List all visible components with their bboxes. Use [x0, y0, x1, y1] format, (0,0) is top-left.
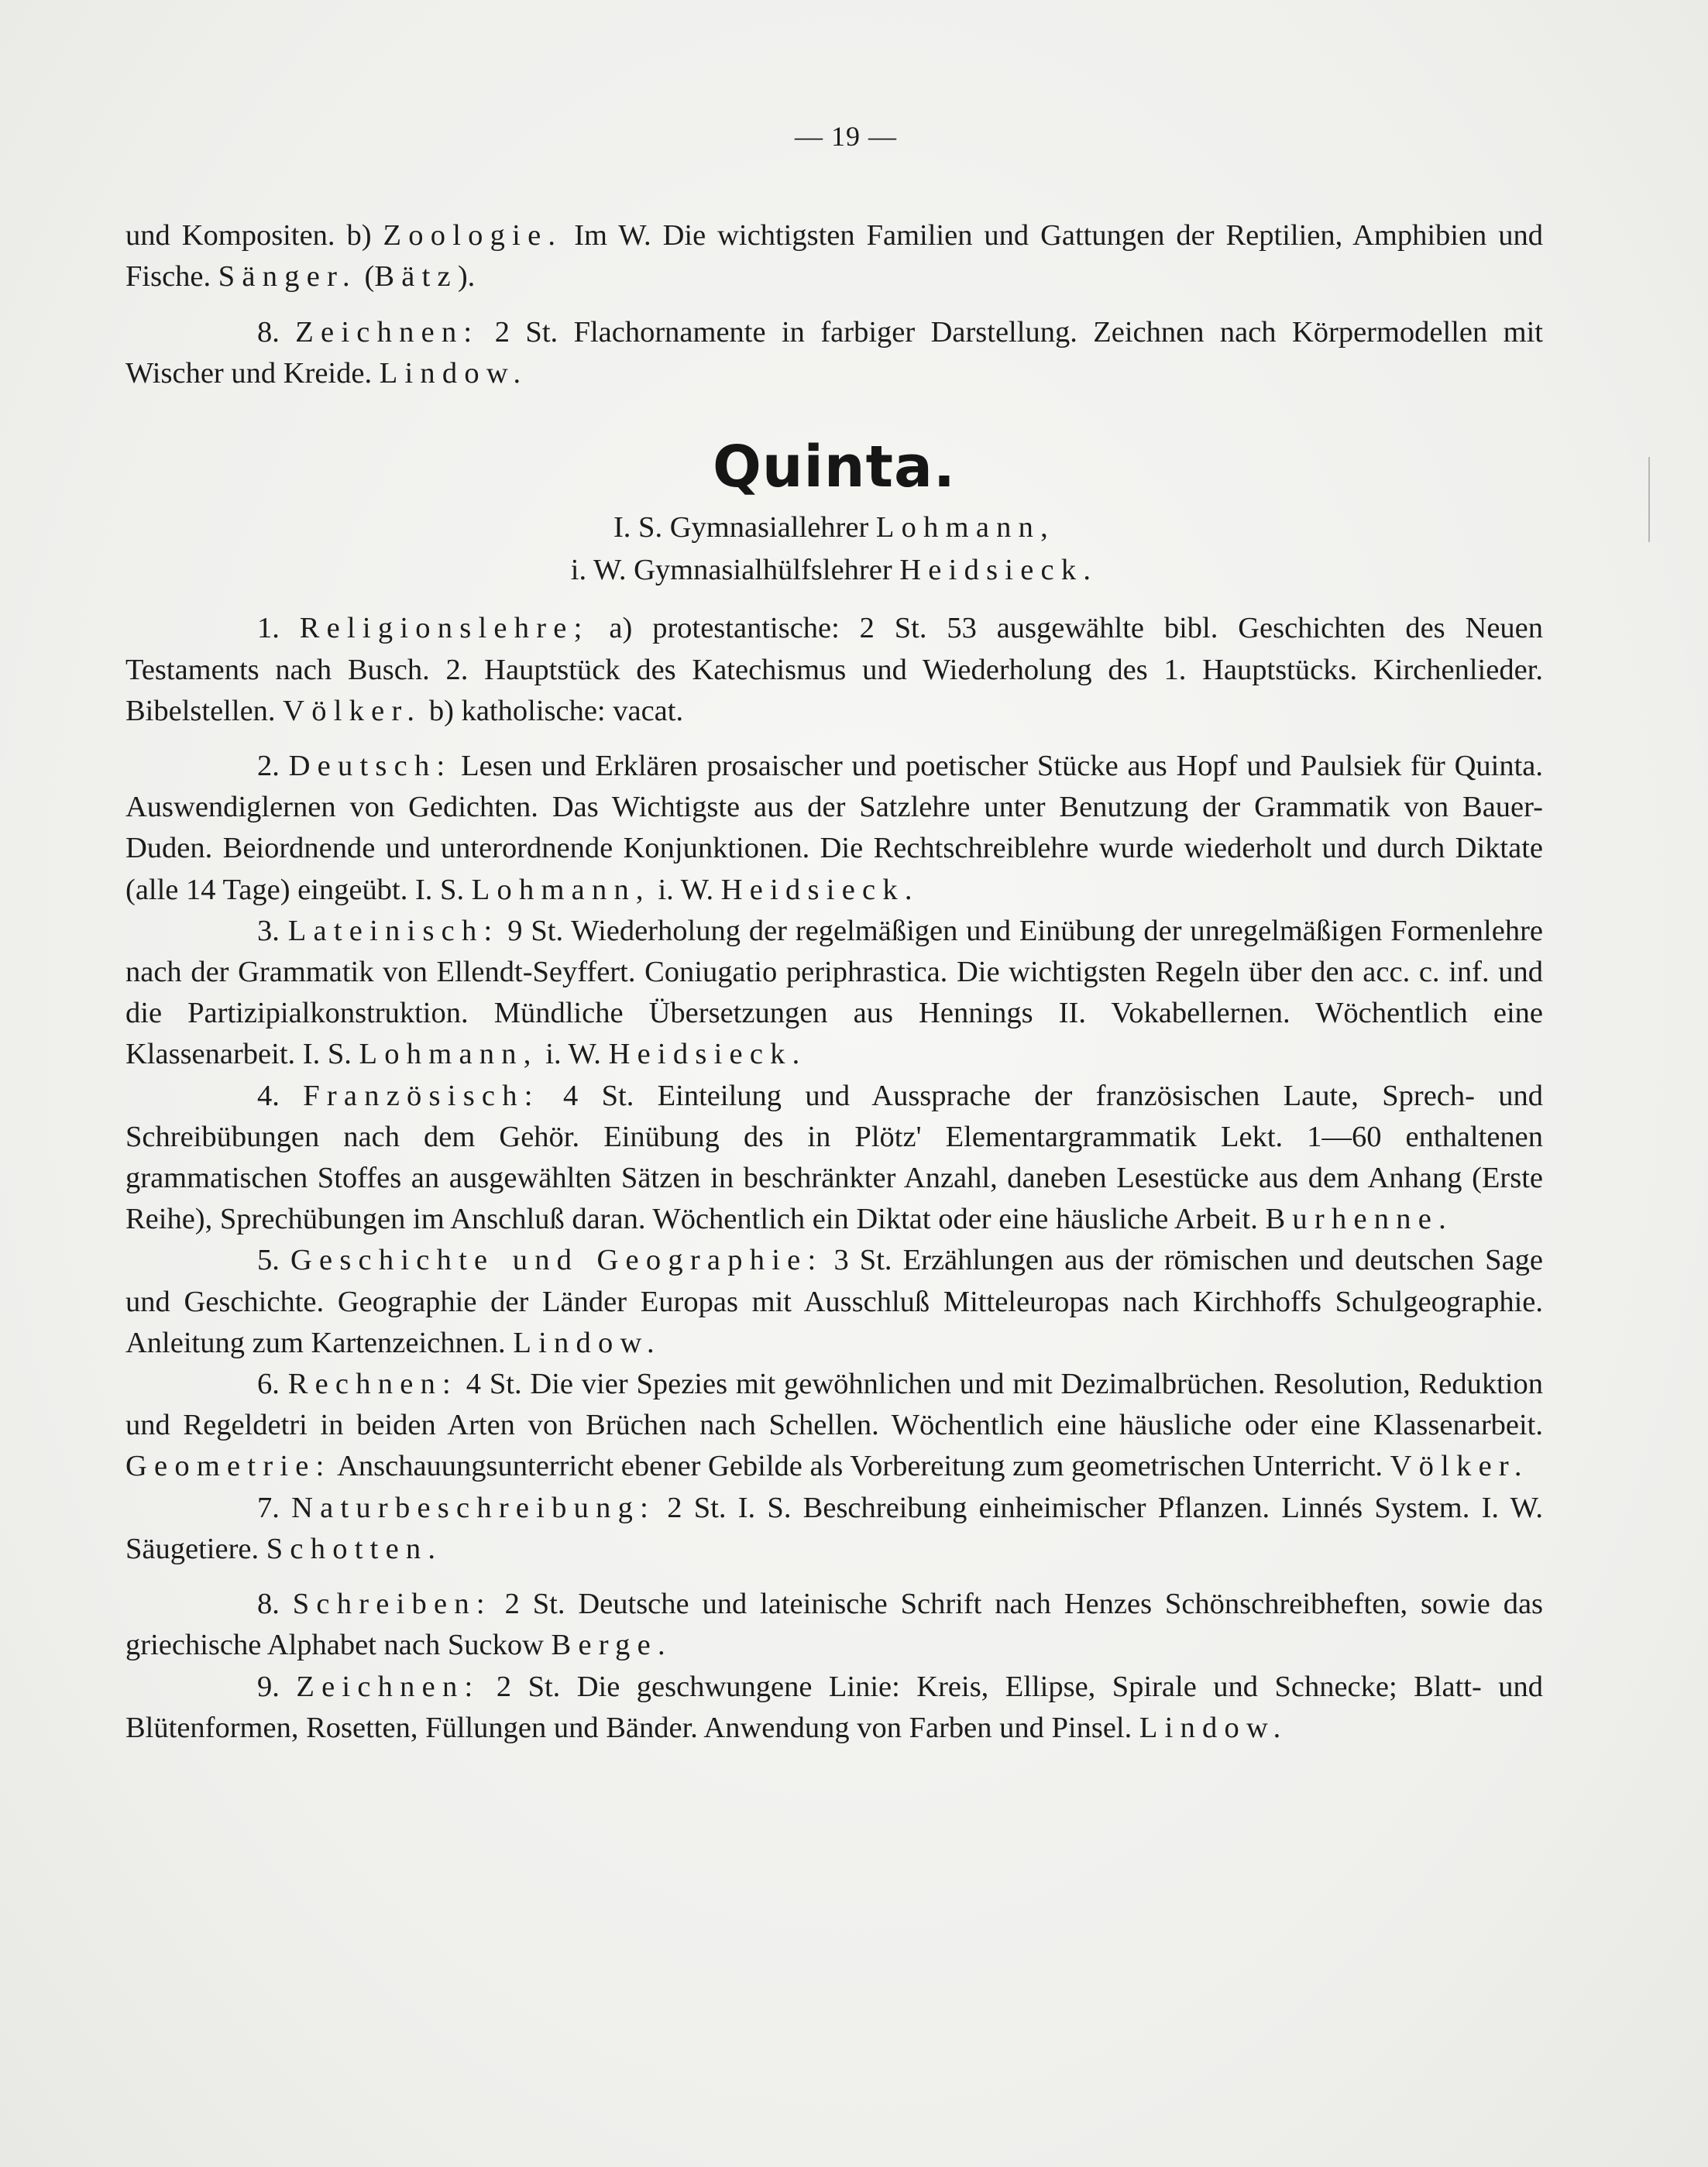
teacher-name: Schotten. — [266, 1532, 443, 1565]
teacher-name: Lohmann, — [471, 873, 651, 906]
subject-title: Lateinisch: — [287, 914, 500, 947]
page-number: — 19 — — [795, 121, 897, 152]
continued-paragraph: und Kompositen. b) Zoologie. Im W. Die wichtigsten Familien und Gattungen der Reptilien, Amphibien und Fische. Sänger. (Bätz). — [125, 219, 1543, 294]
teacher-line-winter: i. W. Gymnasialhülfslehrer Heidsieck. — [570, 554, 1098, 587]
subject-title: Französisch: — [303, 1079, 540, 1112]
subject-title: Rechnen: — [287, 1368, 458, 1401]
teacher-name: Heidsieck. — [608, 1038, 807, 1071]
teacher-name: Lindow. — [513, 1326, 662, 1359]
page-content — [125, 116, 1543, 1749]
teacher-name: Lohmann, — [875, 511, 1056, 544]
teacher-name: Heidsieck. — [720, 873, 919, 906]
subject-title: Naturbeschreibung: — [291, 1491, 656, 1524]
teacher-name: Lindow. — [1139, 1711, 1288, 1744]
teacher-name: Heidsieck. — [899, 554, 1098, 587]
teacher-name: Lindow. — [379, 356, 528, 390]
subject-title: Zeichnen: — [295, 315, 479, 349]
paragraph-lateinisch: 3. Lateinisch: 9 St. Wiederholung der regelmäßigen und Einübung der unregelmäßigen Formenlehre nach der Grammatik von Ellendt-Seyffert. Coniugatio periphrastica. Die wichtigsten Regeln über den acc. c. inf. und die Partizipialkonstruktion. Mündliche Übersetzungen aus Hennings II. Vokabellernen. Wöchentlich eine Klassenarbeit. I. S. Lohmann, i. W. Heidsieck. — [125, 914, 1543, 1071]
margin-mark — [1648, 457, 1650, 542]
subject-title: Geschichte und Geographie: — [290, 1244, 823, 1277]
teacher-line-summer: I. S. Gymnasiallehrer Lohmann, — [613, 511, 1056, 544]
teacher-name: Völker. — [283, 694, 422, 727]
teacher-name: Lohmann, — [359, 1038, 538, 1071]
subject-title: Zeichnen: — [296, 1670, 480, 1703]
subject-title: Deutsch: — [288, 750, 452, 783]
teacher-name: Völker. — [1390, 1450, 1529, 1483]
section-heading: Quinta. — [712, 434, 957, 501]
paragraph-rechnen: 6. Rechnen: 4 St. Die vier Spezies mit gewöhnlichen und mit Dezimalbrüchen. Resolution, Reduktion und Regeldetri in beiden Arten von Brüchen nach Schellen. Wöchentlich eine häusliche oder eine Klassenarbeit. Geometrie: Anschauungsunterricht ebener Gebilde als Vorbereitung zum geometrischen Unterricht. Völker. — [125, 1368, 1544, 1483]
teacher-name: Sänger. — [218, 260, 357, 294]
teacher-name: Berge. — [551, 1629, 672, 1662]
paragraph-zeichnen: 9. Zeichnen: 2 St. Die geschwungene Linie: Kreis, Ellipse, Spirale und Schnecke; Blatt- und Blütenformen, Rosetten, Füllungen und Bänder. Anwendung von Farben und Pinsel. Lindow. — [125, 1670, 1543, 1744]
paragraph-deutsch: 2. Deutsch: Lesen und Erklären prosaischer und poetischer Stücke aus Hopf und Paulsiek für Quinta. Auswendiglernen von Gedichten. Das Wichtigste aus der Satzlehre unter Benutzung der Grammatik von Bauer-Duden. Beiordnende und unterordnende Konjunktionen. Die Rechtschreiblehre wurde wiederholt und durch Diktate (alle 14 Tage) eingeübt. I. S. Lohmann, i. W. Heidsieck. — [125, 750, 1544, 906]
paragraph-schreiben: 8. Schreiben: 2 St. Deutsche und lateinische Schrift nach Henzes Schönschreibheften, sowie das griechische Alphabet nach Suckow Berge. — [125, 1588, 1544, 1662]
subject-title: Geometrie: — [125, 1450, 332, 1483]
subject-title: Schreiben: — [292, 1588, 492, 1621]
subject-zoologie: Zoologie. — [383, 219, 563, 252]
paragraph-geschichte-geographie: 5. Geschichte und Geographie: 3 St. Erzählungen aus der römischen und deutschen Sage und Geschichte. Geographie der Länder Europas mit Ausschluß Mitteleuropas nach Kirchhoffs Schulgeographie. Anleitung zum Kartenzeichnen. Lindow. — [125, 1244, 1543, 1359]
subject-title: Religionslehre; — [299, 612, 589, 645]
paragraph-naturbeschreibung: 7. Naturbeschreibung: 2 St. I. S. Beschreibung einheimischer Pflanzen. Linnés System. I. W. Säugetiere. Schotten. — [125, 1491, 1543, 1565]
paragraph-religionslehre: 1. Religionslehre; a) protestantische: 2 St. 53 ausgewählte bibl. Geschichten des Neuen Testaments nach Busch. 2. Hauptstück des Katechismus und Wiederholung des 1. Hauptstücks. Kirchenlieder. Bibelstellen. Völker. b) katholische: vacat. — [125, 612, 1543, 727]
paragraph-zeichnen-prev: 8. Zeichnen: 2 St. Flachornamente in farbiger Darstellung. Zeichnen nach Körpermodellen mit Wischer und Kreide. Lindow. — [125, 315, 1543, 390]
teacher-name: Burhenne. — [1265, 1203, 1453, 1236]
paragraph-franzoesisch: 4. Französisch: 4 St. Einteilung und Aussprache der französischen Laute, Sprech- und Schreibübungen nach dem Gehör. Einübung des in Plötz' Elementargrammatik Lekt. 1—60 enthaltenen grammatischen Stoffes an ausgewählten Sätzen in beschränkter Anzahl, daneben Lesestücke aus dem Anhang (Erste Reihe), Sprechübungen im Anschluß daran. Wöchentlich ein Diktat oder eine häusliche Arbeit. Burhenne. — [125, 1079, 1544, 1236]
teacher-name: Bätz — [374, 260, 458, 294]
